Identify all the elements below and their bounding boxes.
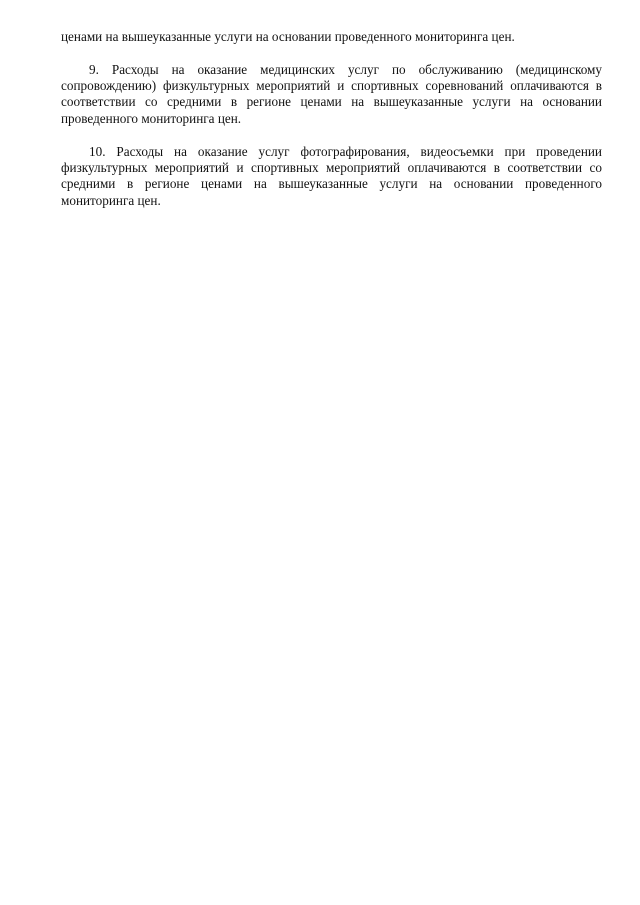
paragraph-item-9: 9. Расходы на оказание медицинских услуг по обслуживанию (медицинскому сопровождению) физкультурных мероприятий и спортивных соревнований оплачиваются в соответствии со средними в регионе ценами на вышеуказанные услуги на основании проведенного мониторинга цен. [61, 62, 602, 126]
paragraph-item-10: 10. Расходы на оказание услуг фотографирования, видеосъемки при проведении физкультурных мероприятий и спортивных мероприятий оплачиваются в соответствии со средними в регионе ценами на вышеуказанные услуги на основании проведенного мониторинга цен. [61, 144, 602, 208]
paragraph-continuation: ценами на вышеуказанные услуги на основании проведенного мониторинга цен. [61, 29, 515, 44]
